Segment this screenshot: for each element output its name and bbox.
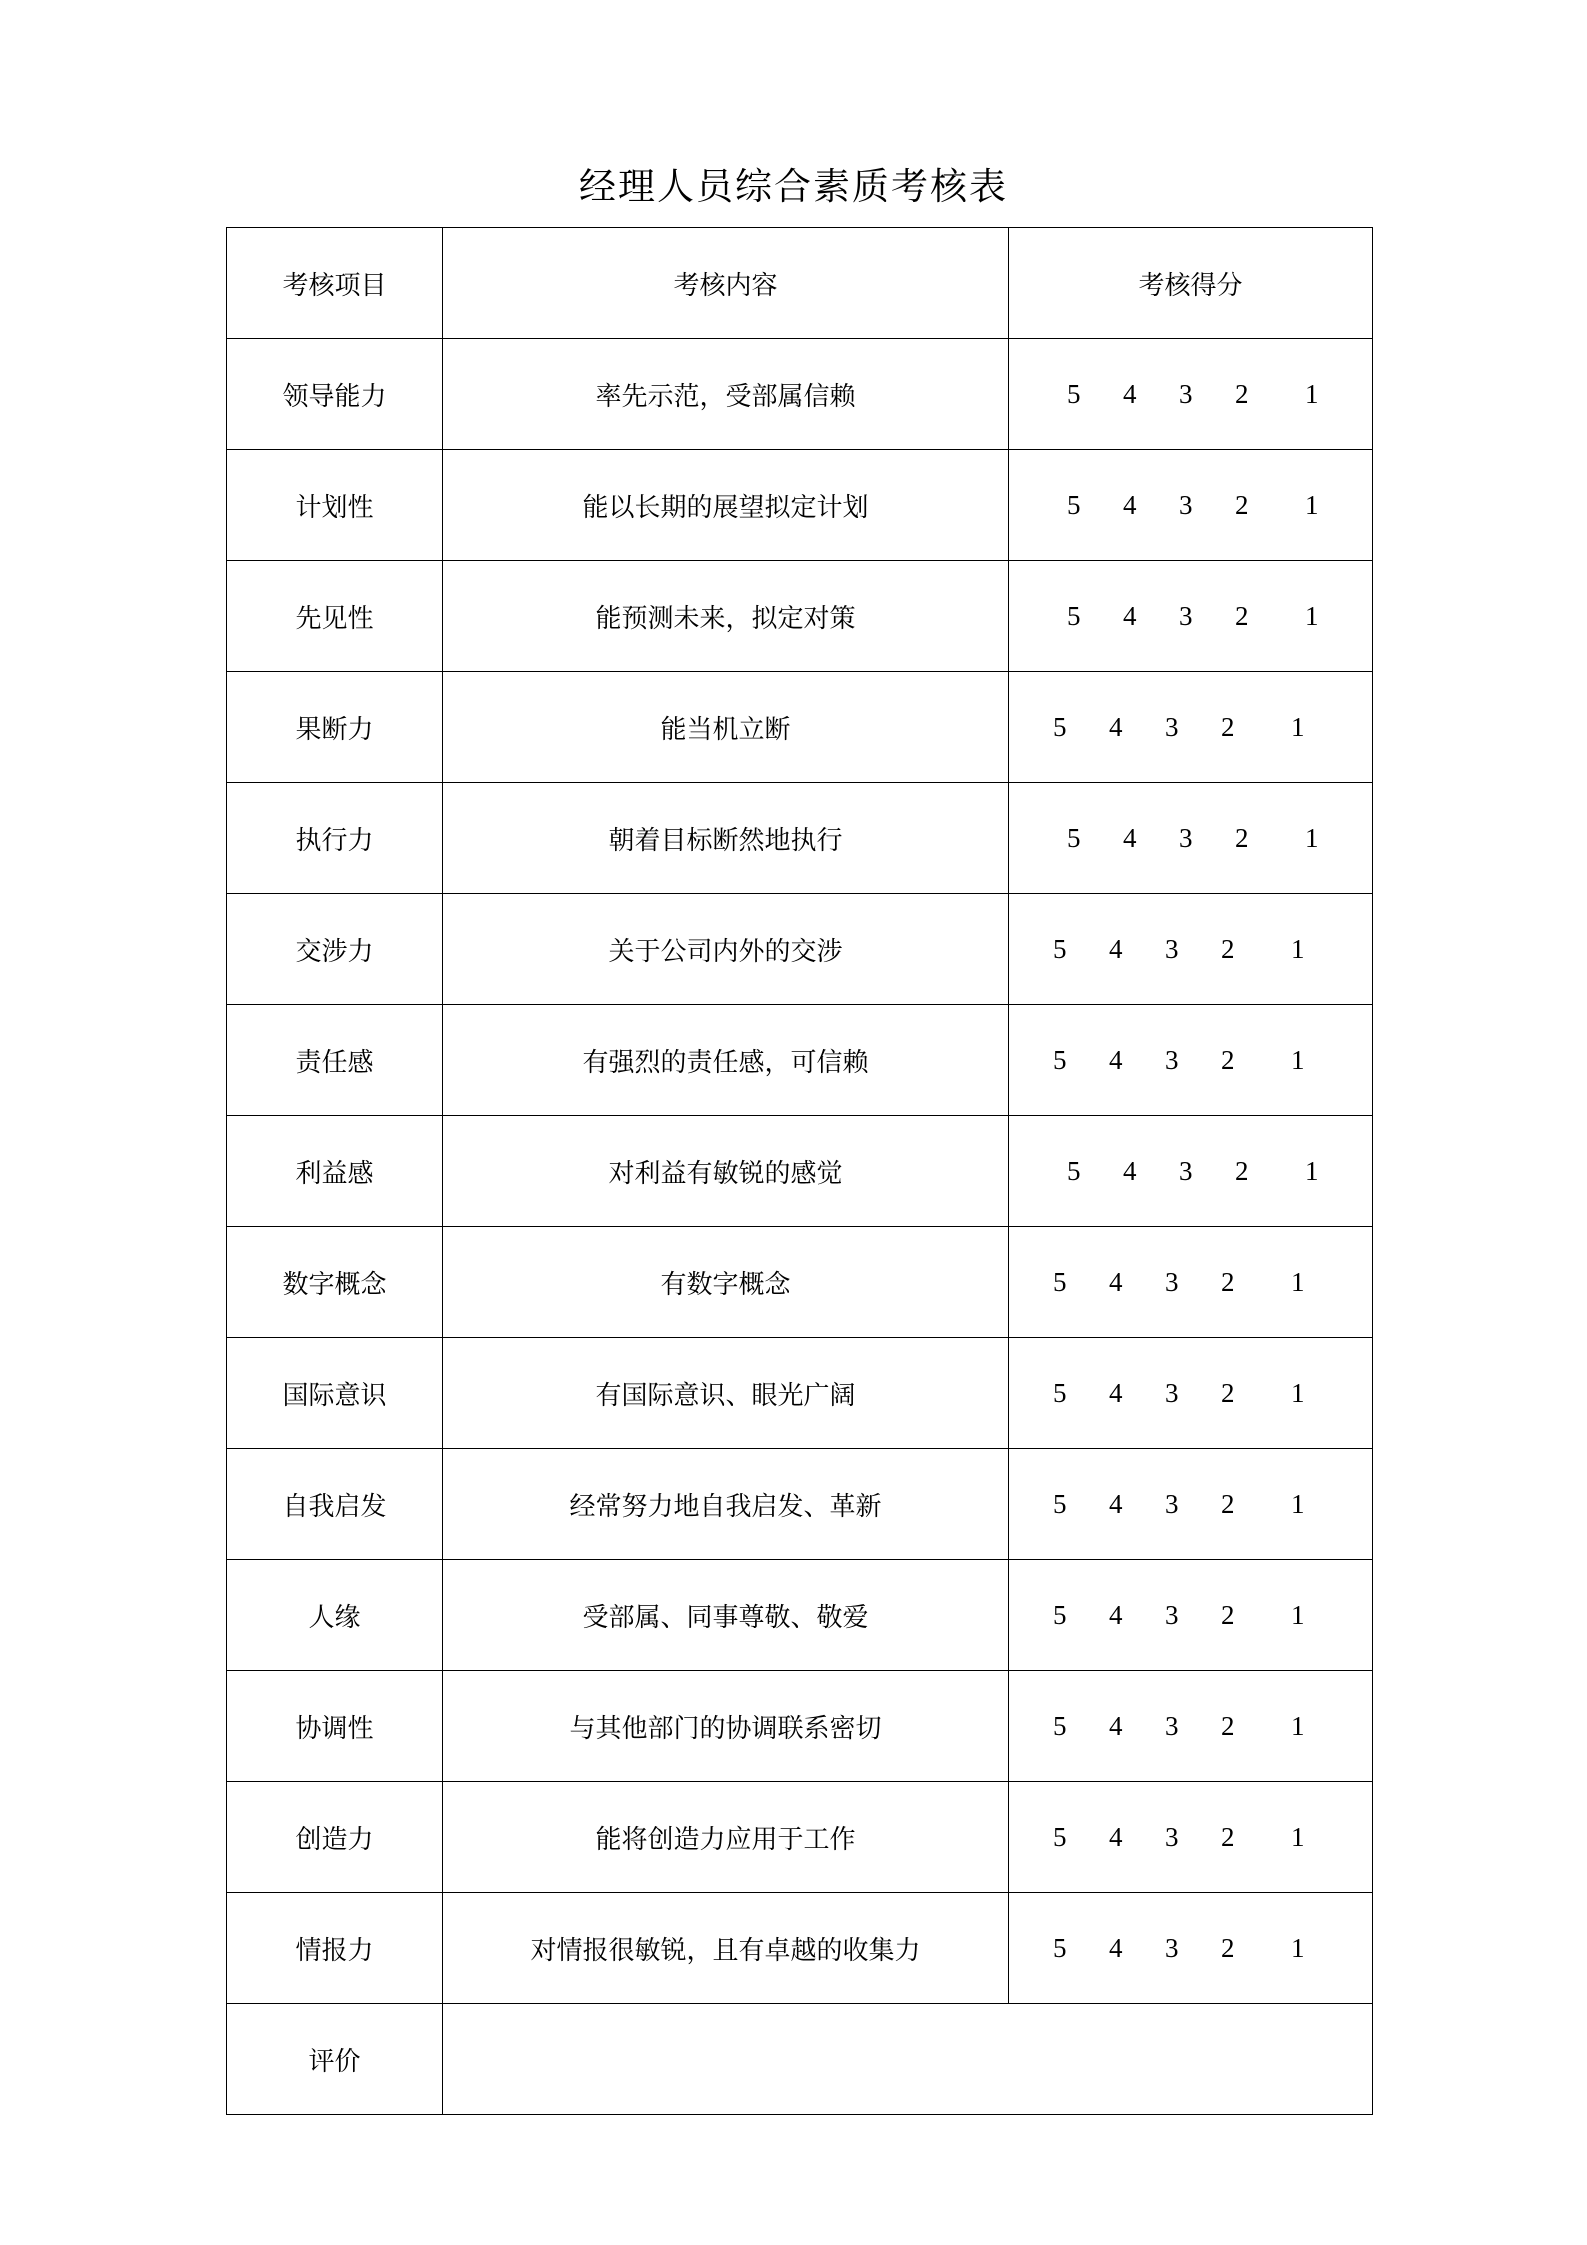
table-row	[227, 1782, 1373, 1893]
score-option[interactable]: 3	[1179, 378, 1193, 409]
score-option[interactable]: 4	[1109, 1377, 1123, 1408]
table-row	[227, 1338, 1373, 1449]
row-content: 受部属、同事尊敬、敬爱	[443, 1560, 1009, 1671]
table-row	[227, 672, 1373, 783]
score-option[interactable]: 3	[1179, 600, 1193, 631]
row-content: 关于公司内外的交涉	[443, 894, 1009, 1005]
row-item: 协调性	[227, 1671, 443, 1782]
page-title: 经理人员综合素质考核表	[579, 165, 1008, 208]
score-option[interactable]: 2	[1221, 1488, 1235, 1519]
row-score-options	[1009, 339, 1373, 450]
score-option[interactable]: 4	[1109, 1599, 1123, 1630]
score-option[interactable]: 5	[1053, 711, 1067, 742]
score-option[interactable]: 2	[1221, 1710, 1235, 1741]
score-option[interactable]: 4	[1109, 1710, 1123, 1741]
row-score-options	[1009, 1560, 1373, 1671]
row-content: 能将创造力应用于工作	[443, 1782, 1009, 1893]
score-option[interactable]: 1	[1291, 711, 1305, 742]
score-option[interactable]: 4	[1123, 1155, 1137, 1186]
row-score-options	[1009, 1116, 1373, 1227]
score-option[interactable]: 4	[1123, 489, 1137, 520]
score-option[interactable]: 3	[1165, 1377, 1179, 1408]
score-option[interactable]: 5	[1053, 1932, 1067, 1963]
score-option[interactable]: 3	[1165, 933, 1179, 964]
table-row	[227, 894, 1373, 1005]
score-option[interactable]: 1	[1291, 1821, 1305, 1852]
header-item: 考核项目	[227, 228, 443, 339]
score-option[interactable]: 3	[1165, 1932, 1179, 1963]
score-option[interactable]: 5	[1053, 1488, 1067, 1519]
table-row	[227, 1227, 1373, 1338]
score-option[interactable]: 1	[1291, 1266, 1305, 1297]
row-score-options	[1009, 561, 1373, 672]
row-score-options	[1009, 894, 1373, 1005]
score-option[interactable]: 2	[1221, 1821, 1235, 1852]
table-row	[227, 1893, 1373, 2004]
score-option[interactable]: 5	[1067, 822, 1081, 853]
score-option[interactable]: 1	[1291, 1599, 1305, 1630]
score-option[interactable]: 5	[1067, 378, 1081, 409]
row-item: 领导能力	[227, 339, 443, 450]
score-option[interactable]: 1	[1291, 1710, 1305, 1741]
score-option[interactable]: 3	[1179, 822, 1193, 853]
row-score-options	[1009, 1893, 1373, 2004]
row-score-options	[1009, 450, 1373, 561]
row-item: 国际意识	[227, 1338, 443, 1449]
table-row	[227, 1005, 1373, 1116]
score-option[interactable]: 1	[1305, 600, 1319, 631]
evaluation-field[interactable]	[443, 2004, 1373, 2115]
evaluation-label: 评价	[227, 2004, 443, 2115]
row-content: 有国际意识、眼光广阔	[443, 1338, 1009, 1449]
row-content: 能以长期的展望拟定计划	[443, 450, 1009, 561]
row-content: 能预测未来，拟定对策	[443, 561, 1009, 672]
score-option[interactable]: 4	[1109, 1266, 1123, 1297]
score-option[interactable]: 3	[1179, 489, 1193, 520]
row-item: 创造力	[227, 1782, 443, 1893]
row-item: 计划性	[227, 450, 443, 561]
evaluation-row	[227, 2004, 1373, 2115]
row-score-options	[1009, 1338, 1373, 1449]
row-score-options	[1009, 1782, 1373, 1893]
row-content: 有数字概念	[443, 1227, 1009, 1338]
assessment-table	[226, 227, 1373, 2115]
score-option[interactable]: 1	[1305, 1155, 1319, 1186]
header-content: 考核内容	[443, 228, 1009, 339]
score-option[interactable]: 5	[1053, 1710, 1067, 1741]
score-option[interactable]: 3	[1179, 1155, 1193, 1186]
table-row	[227, 783, 1373, 894]
score-option[interactable]: 1	[1291, 1377, 1305, 1408]
score-option[interactable]: 4	[1109, 1044, 1123, 1075]
table-row	[227, 561, 1373, 672]
score-option[interactable]: 4	[1109, 1488, 1123, 1519]
score-option[interactable]: 3	[1165, 1488, 1179, 1519]
score-option[interactable]: 1	[1291, 1044, 1305, 1075]
score-option[interactable]: 1	[1291, 1488, 1305, 1519]
score-option[interactable]: 2	[1221, 933, 1235, 964]
score-option[interactable]: 4	[1109, 1932, 1123, 1963]
score-option[interactable]: 5	[1053, 933, 1067, 964]
score-option[interactable]: 4	[1123, 378, 1137, 409]
score-option[interactable]: 2	[1221, 1044, 1235, 1075]
table-row	[227, 1671, 1373, 1782]
header-score: 考核得分	[1009, 228, 1373, 339]
table-row	[227, 1449, 1373, 1560]
row-item: 果断力	[227, 672, 443, 783]
score-option[interactable]: 3	[1165, 1044, 1179, 1075]
row-score-options	[1009, 1005, 1373, 1116]
row-content: 与其他部门的协调联系密切	[443, 1671, 1009, 1782]
table-row	[227, 1560, 1373, 1671]
row-score-options	[1009, 1671, 1373, 1782]
score-option[interactable]: 2	[1235, 489, 1249, 520]
score-option[interactable]: 5	[1053, 1599, 1067, 1630]
row-item: 人缘	[227, 1560, 443, 1671]
table-row	[227, 339, 1373, 450]
score-option[interactable]: 5	[1067, 489, 1081, 520]
row-score-options	[1009, 672, 1373, 783]
score-option[interactable]: 5	[1067, 600, 1081, 631]
score-option[interactable]: 2	[1235, 822, 1249, 853]
row-item: 利益感	[227, 1116, 443, 1227]
score-option[interactable]: 3	[1165, 1266, 1179, 1297]
table-row	[227, 1116, 1373, 1227]
score-option[interactable]: 4	[1109, 1821, 1123, 1852]
score-option[interactable]: 2	[1221, 711, 1235, 742]
row-content: 能当机立断	[443, 672, 1009, 783]
row-item: 情报力	[227, 1893, 443, 2004]
row-content: 朝着目标断然地执行	[443, 783, 1009, 894]
score-option[interactable]: 2	[1221, 1377, 1235, 1408]
row-score-options	[1009, 1449, 1373, 1560]
score-option[interactable]: 2	[1235, 378, 1249, 409]
score-option[interactable]: 2	[1221, 1266, 1235, 1297]
score-option[interactable]: 2	[1235, 600, 1249, 631]
score-option[interactable]: 3	[1165, 1599, 1179, 1630]
row-score-options	[1009, 1227, 1373, 1338]
score-option[interactable]: 4	[1123, 822, 1137, 853]
row-content: 经常努力地自我启发、革新	[443, 1449, 1009, 1560]
row-item: 执行力	[227, 783, 443, 894]
table-row	[227, 450, 1373, 561]
score-option[interactable]: 5	[1053, 1821, 1067, 1852]
row-content: 率先示范，受部属信赖	[443, 339, 1009, 450]
row-content: 对情报很敏锐，且有卓越的收集力	[443, 1893, 1009, 2004]
score-option[interactable]: 2	[1221, 1599, 1235, 1630]
score-option[interactable]: 5	[1053, 1377, 1067, 1408]
score-option[interactable]: 2	[1221, 1932, 1235, 1963]
row-item: 交涉力	[227, 894, 443, 1005]
score-option[interactable]: 5	[1067, 1155, 1081, 1186]
score-option[interactable]: 1	[1305, 489, 1319, 520]
score-option[interactable]: 3	[1165, 1821, 1179, 1852]
row-content: 有强烈的责任感，可信赖	[443, 1005, 1009, 1116]
score-option[interactable]: 1	[1305, 822, 1319, 853]
row-item: 先见性	[227, 561, 443, 672]
row-score-options	[1009, 783, 1373, 894]
row-item: 责任感	[227, 1005, 443, 1116]
row-item: 自我启发	[227, 1449, 443, 1560]
header-row	[227, 228, 1373, 339]
score-option[interactable]: 5	[1053, 1266, 1067, 1297]
score-option[interactable]: 1	[1305, 378, 1319, 409]
score-option[interactable]: 5	[1053, 1044, 1067, 1075]
score-option[interactable]: 4	[1123, 600, 1137, 631]
score-option[interactable]: 4	[1109, 933, 1123, 964]
score-option[interactable]: 2	[1235, 1155, 1249, 1186]
score-option[interactable]: 4	[1109, 711, 1123, 742]
row-content: 对利益有敏锐的感觉	[443, 1116, 1009, 1227]
score-option[interactable]: 1	[1291, 1932, 1305, 1963]
row-item: 数字概念	[227, 1227, 443, 1338]
score-option[interactable]: 1	[1291, 933, 1305, 964]
score-option[interactable]: 3	[1165, 1710, 1179, 1741]
score-option[interactable]: 3	[1165, 711, 1179, 742]
